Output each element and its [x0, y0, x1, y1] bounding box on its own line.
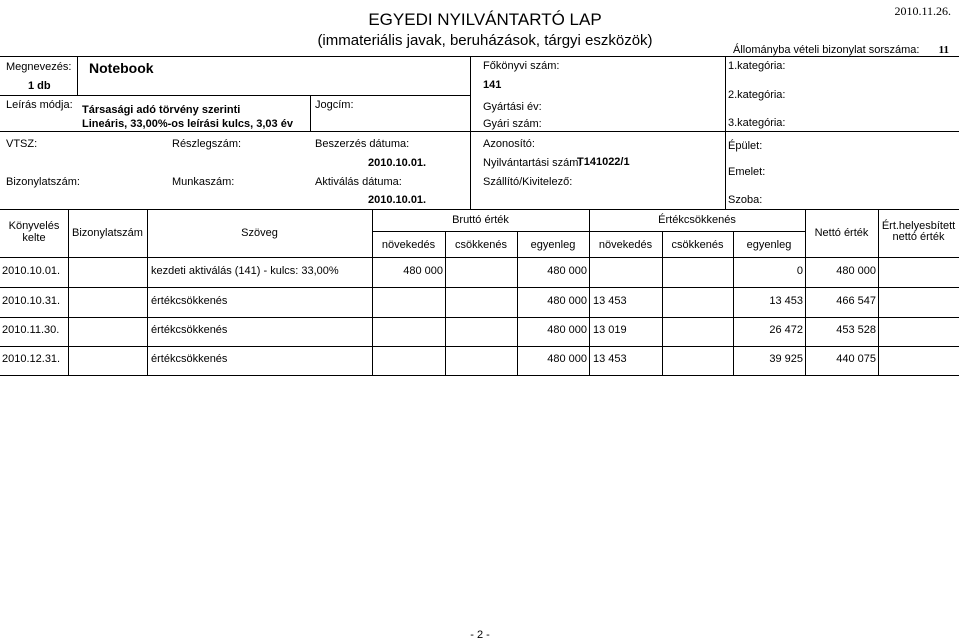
row-netto: 453 528: [836, 324, 876, 336]
kategoria-1: 1.kategória:: [728, 60, 786, 72]
col-szoveg: Szöveg: [241, 227, 278, 239]
epulet-label: Épület:: [728, 140, 763, 152]
fokonyvi-value: 141: [483, 79, 502, 91]
row-szoveg: értékcsökkenés: [151, 324, 228, 336]
megnevezes-value: Notebook: [89, 60, 154, 76]
row-ertek-novekedes: 13 453: [593, 353, 627, 365]
nyilv-label: Nyilvántartási szám:: [483, 157, 582, 169]
munkaszam-label: Munkaszám:: [172, 176, 235, 188]
row-szoveg: értékcsökkenés: [151, 353, 228, 365]
fokonyvi-label: Főkönyvi szám:: [483, 60, 560, 72]
row-date: 2010.12.31.: [2, 353, 61, 365]
col-bizonylatszam: Bizonylatszám: [72, 227, 143, 239]
row-date: 2010.10.01.: [2, 265, 61, 277]
row-szoveg: értékcsökkenés: [151, 295, 228, 307]
row-netto: 440 075: [836, 353, 876, 365]
beszerzes-value: 2010.10.01.: [368, 157, 427, 169]
row-brutto-egyenleg: 480 000: [547, 353, 587, 365]
col-erthelyesbitett: Ért.helyesbített: [881, 220, 956, 232]
row-ertek-egyenleg: 39 925: [769, 353, 803, 365]
aktivalas-value: 2010.10.01.: [368, 194, 427, 206]
vtsz-label: VTSZ:: [6, 138, 38, 150]
jogcim-label: Jogcím:: [315, 99, 354, 111]
bizonylat-label: Bizonylatszám:: [6, 176, 80, 188]
reszleg-label: Részlegszám:: [172, 138, 242, 150]
row-brutto-egyenleg: 480 000: [547, 324, 587, 336]
leiras-line1: Társasági adó törvény szerinti: [82, 104, 241, 116]
nyilv-value: T141022/1: [577, 156, 630, 168]
col-netto: Nettó érték: [814, 227, 869, 239]
aktivalas-label: Aktiválás dátuma:: [315, 176, 402, 188]
sub-ertek-csokkenes: csökkenés: [671, 239, 724, 251]
megnevezes-label: Megnevezés:: [6, 61, 72, 73]
leiras-label: Leírás módja:: [6, 99, 73, 111]
print-date: 2010.11.26.: [894, 4, 951, 18]
row-ertek-novekedes: 13 453: [593, 295, 627, 307]
page-subtitle: (immateriális javak, beruházások, tárgyi eszközök): [317, 32, 653, 49]
row-ertek-novekedes: 13 019: [593, 324, 627, 336]
sub-brutto-egyenleg: egyenleg: [530, 239, 576, 251]
col-konyveles-kelte: kelte: [22, 232, 46, 244]
row-brutto-novekedes: 480 000: [403, 265, 443, 277]
kategoria-3: 3.kategória:: [728, 117, 786, 129]
row-netto: 466 547: [836, 295, 876, 307]
row-date: 2010.11.30.: [2, 324, 60, 336]
kategoria-2: 2.kategória:: [728, 89, 786, 101]
row-ertek-egyenleg: 13 453: [769, 295, 803, 307]
sub-ertek-novekedes: növekedés: [598, 239, 653, 251]
acquisition-label: Állományba vételi bizonylat sorszáma:: [733, 44, 920, 56]
col-erthelyesbitett-netto: nettó érték: [892, 231, 945, 243]
szoba-label: Szoba:: [728, 194, 763, 206]
col-konyveles: Könyvelés: [8, 220, 60, 232]
beszerzes-label: Beszerzés dátuma:: [315, 138, 410, 150]
row-ertek-egyenleg: 0: [796, 265, 803, 277]
row-date: 2010.10.31.: [2, 295, 61, 307]
gyartasi-ev-label: Gyártási év:: [483, 101, 542, 113]
sub-ertek-egyenleg: egyenleg: [746, 239, 792, 251]
row-szoveg: kezdeti aktiválás (141) - kulcs: 33,00%: [151, 265, 339, 277]
page-number: - 2 -: [470, 629, 490, 641]
szallito-label: Szállító/Kivitelező:: [483, 176, 573, 188]
col-brutto: Bruttó érték: [452, 214, 509, 226]
gyari-szam-label: Gyári szám:: [483, 118, 542, 130]
leiras-line2: Lineáris, 33,00%-os leírási kulcs, 3,03 év: [82, 118, 293, 130]
row-netto: 480 000: [836, 265, 876, 277]
azonosito-label: Azonosító:: [483, 138, 535, 150]
row-ertek-egyenleg: 26 472: [769, 324, 803, 336]
quantity: 1 db: [28, 80, 51, 92]
page-title: EGYEDI NYILVÁNTARTÓ LAP: [368, 10, 602, 29]
row-brutto-egyenleg: 480 000: [547, 295, 587, 307]
sub-brutto-novekedes: növekedés: [381, 239, 436, 251]
sub-brutto-csokkenes: csökkenés: [455, 239, 507, 251]
row-brutto-egyenleg: 480 000: [547, 265, 587, 277]
acquisition-value: 11: [938, 44, 949, 56]
emelet-label: Emelet:: [728, 166, 766, 178]
col-ertekcsokkenes: Értékcsökkenés: [658, 214, 736, 226]
